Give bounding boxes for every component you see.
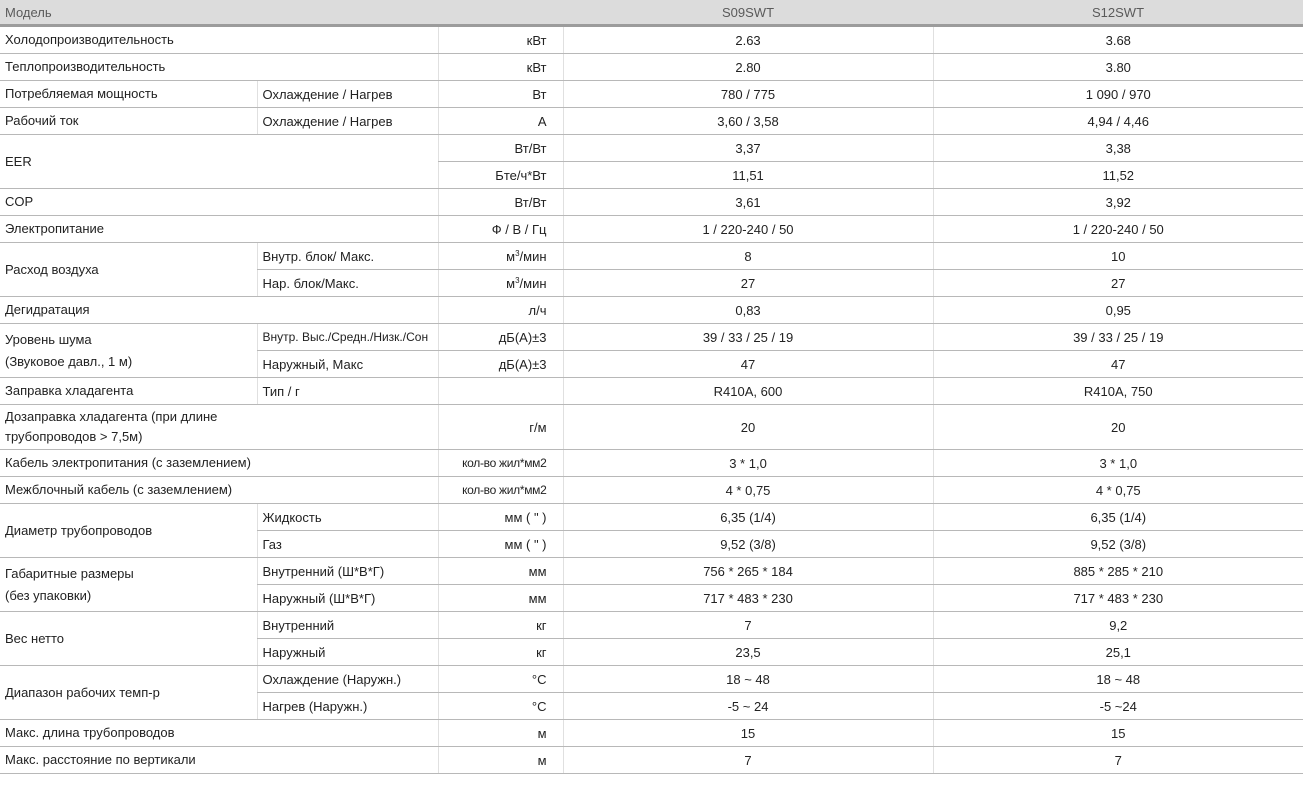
condition-cell: Внутренний <box>257 612 438 639</box>
header-model-2: S12SWT <box>933 0 1303 26</box>
unit-tail: /мин <box>519 275 547 291</box>
unit-cell: Ф / В / Гц <box>438 216 563 243</box>
param-label: Макс. длина трубопроводов <box>0 720 438 747</box>
value-model-2: 7 <box>933 747 1303 774</box>
param-label: Кабель электропитания (с заземлением) <box>0 450 438 477</box>
param-label <box>0 324 257 378</box>
value-model-1: 0,83 <box>563 297 933 324</box>
value-model-1: R410A, 600 <box>563 378 933 405</box>
condition-cell: Нагрев (Наружн.) <box>257 693 438 720</box>
param-label: Рабочий ток <box>0 108 257 135</box>
value-model-1: 8 <box>563 243 933 270</box>
param-line-1: Габаритные размеры <box>5 565 134 581</box>
row-airflow-a <box>0 243 1303 270</box>
unit-cell: Вт <box>438 81 563 108</box>
unit-cell: дБ(А)±3 <box>438 324 563 351</box>
row-operating-current <box>0 108 1303 135</box>
unit-cell: °С <box>438 693 563 720</box>
unit-cell <box>438 270 563 297</box>
row-heating-capacity <box>0 54 1303 81</box>
value-model-1: 2.63 <box>563 26 933 54</box>
row-eer-a <box>0 135 1303 162</box>
value-model-2: 18 ~ 48 <box>933 666 1303 693</box>
param-line-2: (без упаковки) <box>5 587 92 603</box>
value-model-2: 20 <box>933 405 1303 450</box>
unit-superscript: 3 <box>515 248 520 258</box>
condition-cell: Тип / г <box>257 378 438 405</box>
value-model-2: 885 * 285 * 210 <box>933 558 1303 585</box>
value-model-1: 23,5 <box>563 639 933 666</box>
value-model-2: 9,2 <box>933 612 1303 639</box>
value-model-2: 3.68 <box>933 26 1303 54</box>
value-model-1: 7 <box>563 747 933 774</box>
unit-base: м <box>506 275 516 291</box>
param-label: Электропитание <box>0 216 438 243</box>
row-max-vertical-distance <box>0 747 1303 774</box>
row-cop <box>0 189 1303 216</box>
param-label: Дегидратация <box>0 297 438 324</box>
unit-cell: Вт/Вт <box>438 189 563 216</box>
unit-cell: кг <box>438 639 563 666</box>
param-line-1: Дозаправка хладагента (при длине <box>5 409 218 424</box>
value-model-2: 1 / 220-240 / 50 <box>933 216 1303 243</box>
value-model-1: 9,52 (3/8) <box>563 531 933 558</box>
condition-cell: Охлаждение (Наружн.) <box>257 666 438 693</box>
condition-cell: Внутр. блок/ Макс. <box>257 243 438 270</box>
value-model-2: 9,52 (3/8) <box>933 531 1303 558</box>
value-model-1: 2.80 <box>563 54 933 81</box>
param-label: Диаметр трубопроводов <box>0 504 257 558</box>
row-cooling-capacity <box>0 26 1303 54</box>
param-label <box>0 405 438 450</box>
param-label: Расход воздуха <box>0 243 257 297</box>
condition-cell: Нар. блок/Макс. <box>257 270 438 297</box>
row-temp-range-a <box>0 666 1303 693</box>
value-model-2: 15 <box>933 720 1303 747</box>
value-model-2: 25,1 <box>933 639 1303 666</box>
param-label: Вес нетто <box>0 612 257 666</box>
row-dimensions-a <box>0 558 1303 585</box>
value-model-2: 0,95 <box>933 297 1303 324</box>
condition-cell: Охлаждение / Нагрев <box>257 81 438 108</box>
value-model-2: 3,92 <box>933 189 1303 216</box>
value-model-1: 47 <box>563 351 933 378</box>
value-model-2: 4 * 0,75 <box>933 477 1303 504</box>
unit-cell: мм ( " ) <box>438 531 563 558</box>
unit-cell: Вт/Вт <box>438 135 563 162</box>
row-interconnect-cable <box>0 477 1303 504</box>
param-label: Макс. расстояние по вертикали <box>0 747 438 774</box>
param-line-2: (Звуковое давл., 1 м) <box>5 353 133 369</box>
unit-cell <box>438 378 563 405</box>
header-row <box>0 0 1303 26</box>
value-model-1: 39 / 33 / 25 / 19 <box>563 324 933 351</box>
value-model-1: 4 * 0,75 <box>563 477 933 504</box>
condition-cell: Внутр. Выс./Средн./Низк./Сон <box>257 324 438 351</box>
unit-cell: л/ч <box>438 297 563 324</box>
value-model-1: 6,35 (1/4) <box>563 504 933 531</box>
value-model-1: 11,51 <box>563 162 933 189</box>
unit-cell: м <box>438 720 563 747</box>
value-model-2: 27 <box>933 270 1303 297</box>
value-model-2: -5 ~24 <box>933 693 1303 720</box>
row-max-pipe-length <box>0 720 1303 747</box>
value-model-1: 3,60 / 3,58 <box>563 108 933 135</box>
unit-cell: мм ( " ) <box>438 504 563 531</box>
unit-cell: г/м <box>438 405 563 450</box>
condition-cell: Газ <box>257 531 438 558</box>
unit-tail: /мин <box>519 248 547 264</box>
param-label: Теплопроизводительность <box>0 54 438 81</box>
condition-cell: Наружный <box>257 639 438 666</box>
row-extra-charge <box>0 405 1303 450</box>
param-line-1: Уровень шума <box>5 331 92 347</box>
header-model-1: S09SWT <box>563 0 933 26</box>
param-line-2: трубопроводов > 7,5м) <box>5 429 143 444</box>
unit-cell: мм <box>438 558 563 585</box>
unit-superscript: 3 <box>515 275 520 285</box>
value-model-1: 756 * 265 * 184 <box>563 558 933 585</box>
unit-cell: м <box>438 747 563 774</box>
param-label: Потребляемая мощность <box>0 81 257 108</box>
value-model-2: 3,38 <box>933 135 1303 162</box>
row-power-cable <box>0 450 1303 477</box>
param-label: Межблочный кабель (с заземлением) <box>0 477 438 504</box>
row-power-consumption <box>0 81 1303 108</box>
value-model-2: 39 / 33 / 25 / 19 <box>933 324 1303 351</box>
unit-cell: мм <box>438 585 563 612</box>
unit-cell: Бте/ч*Вт <box>438 162 563 189</box>
unit-cell: кВт <box>438 26 563 54</box>
value-model-1: 3,61 <box>563 189 933 216</box>
unit-cell: °С <box>438 666 563 693</box>
row-noise-a <box>0 324 1303 351</box>
value-model-2: 717 * 483 * 230 <box>933 585 1303 612</box>
value-model-2: 1 090 / 970 <box>933 81 1303 108</box>
unit-cell: кол-во жил*мм2 <box>438 450 563 477</box>
unit-cell: кВт <box>438 54 563 81</box>
param-label: Диапазон рабочих темп-р <box>0 666 257 720</box>
param-label <box>0 558 257 612</box>
value-model-1: 3 * 1,0 <box>563 450 933 477</box>
row-power-supply <box>0 216 1303 243</box>
row-net-weight-a <box>0 612 1303 639</box>
unit-cell: кг <box>438 612 563 639</box>
value-model-2: 47 <box>933 351 1303 378</box>
row-refrigerant-charge <box>0 378 1303 405</box>
row-dehumidification <box>0 297 1303 324</box>
condition-cell: Жидкость <box>257 504 438 531</box>
value-model-2: 11,52 <box>933 162 1303 189</box>
value-model-1: 20 <box>563 405 933 450</box>
condition-cell: Наружный, Макс <box>257 351 438 378</box>
unit-cell: А <box>438 108 563 135</box>
value-model-1: -5 ~ 24 <box>563 693 933 720</box>
value-model-2: 10 <box>933 243 1303 270</box>
param-label: EER <box>0 135 438 189</box>
unit-cell: кол-во жил*мм2 <box>438 477 563 504</box>
value-model-2: 3 * 1,0 <box>933 450 1303 477</box>
value-model-1: 780 / 775 <box>563 81 933 108</box>
param-label: Заправка хладагента <box>0 378 257 405</box>
value-model-2: 3.80 <box>933 54 1303 81</box>
value-model-1: 27 <box>563 270 933 297</box>
unit-base: м <box>506 248 516 264</box>
unit-cell <box>438 243 563 270</box>
value-model-1: 717 * 483 * 230 <box>563 585 933 612</box>
value-model-1: 18 ~ 48 <box>563 666 933 693</box>
value-model-1: 3,37 <box>563 135 933 162</box>
param-label: Холодопроизводительность <box>0 26 438 54</box>
value-model-1: 7 <box>563 612 933 639</box>
param-label: COP <box>0 189 438 216</box>
condition-cell: Наружный (Ш*В*Г) <box>257 585 438 612</box>
header-model-label: Модель <box>0 0 563 26</box>
unit-cell: дБ(А)±3 <box>438 351 563 378</box>
value-model-2: R410A, 750 <box>933 378 1303 405</box>
condition-cell: Охлаждение / Нагрев <box>257 108 438 135</box>
value-model-2: 4,94 / 4,46 <box>933 108 1303 135</box>
condition-cell: Внутренний (Ш*В*Г) <box>257 558 438 585</box>
value-model-1: 15 <box>563 720 933 747</box>
value-model-2: 6,35 (1/4) <box>933 504 1303 531</box>
value-model-1: 1 / 220-240 / 50 <box>563 216 933 243</box>
row-pipe-diameter-a <box>0 504 1303 531</box>
